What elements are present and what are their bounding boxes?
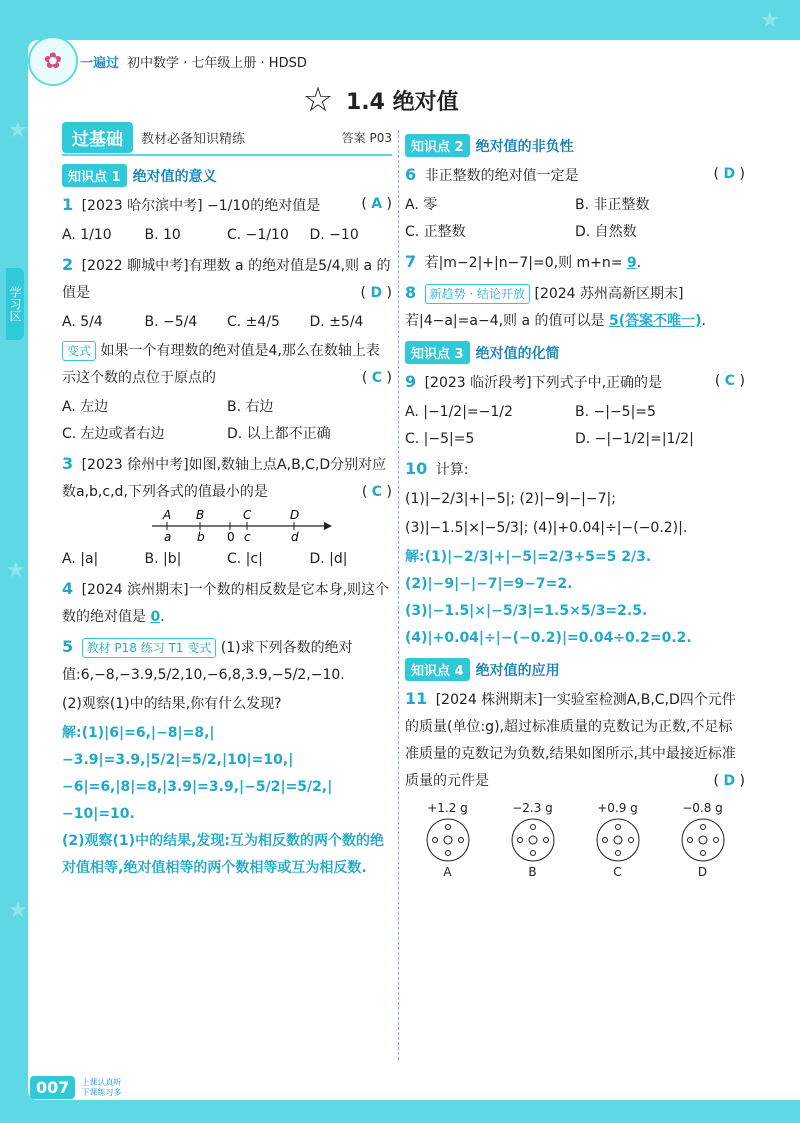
question-1: 1 [2023 哈尔滨中考] −1/10的绝对值是 ( A ) [62,195,392,214]
component-disc-icon [595,817,641,863]
star-decoration-icon: ★ [8,898,28,923]
kp-name: 绝对值的化简 [475,345,560,362]
trend-badge: 新趋势 · 结论开放 [425,284,530,304]
question-10 [405,455,745,484]
component [680,801,726,879]
option: D. |d| [309,551,348,567]
question-1-options [62,222,392,249]
option: B. 10 [144,227,181,243]
answer: C [724,373,736,389]
kp-tag: 知识点 1 [62,164,127,187]
banner-subtitle: 教材必备知识精练 [141,131,246,147]
solution-2: (2)观察(1)中的结果,发现:互为相反数的两个数的绝对值相等,绝对值相等的两个数相等或互为相反数. [62,833,384,876]
question-text: [2022 聊城中考]有理数 a 的绝对值是5/4,则 a 的值是 [62,258,391,301]
footer-slogan-2: 下课练习多 [81,1087,122,1097]
option: A. 左边 [62,399,109,415]
option: D. 以上都不正确 [227,426,331,442]
question-4: 4 [2024 滨州期末]一个数的相反数是它本身,则这个数的绝对值是 0. [62,579,390,625]
axis-value-label: d [291,530,299,542]
star-icon: ☆ [302,80,334,120]
option: C. |c| [227,551,263,567]
option: B. −5/4 [144,314,198,330]
component-disc-icon [425,817,471,863]
kp-name: 绝对值的应用 [475,662,560,679]
banner-answer-ref: 答案 P03 [341,130,392,145]
question-10-line-2: (3)|−1.5|×|−5/3|; (4)|+0.04|÷|−(−0.2)|. [405,520,688,536]
question-2-options [62,309,392,336]
option: B. 非正整数 [575,197,650,213]
question-text: 计算: [435,462,469,478]
question-2: 2 [2022 聊城中考]有理数 a 的绝对值是5/4,则 a 的值是 ( D ) [62,255,392,301]
knowledge-point-1 [62,164,392,187]
question-9-options [405,399,745,453]
question-3: 3 [2023 徐州中考]如图,数轴上点A,B,C,D分别对应数a,b,c,d,下列各式的值最小的是 ( C ) [62,454,392,500]
answer: C [371,484,383,500]
question-text: 如果一个有理数的绝对值是4,那么在数轴上表示这个数的点位于原点的 [62,343,380,386]
question-text: [2024 株洲期末]一实验室检测A,B,C,D四个元件的质量(单位:g),超过标准质量的克数记为正数,不足标准质量的克数记为负数,结果如图所示,其中最接近标准质量的元件是 [405,692,736,789]
option: A. 零 [405,197,438,213]
question-number: 5 [62,637,74,656]
section-title [300,82,459,118]
star-decoration-icon: ★ [6,558,26,583]
component [595,801,641,879]
solution-10-4: (4)|+0.04|÷|−(−0.2)|=0.04÷0.2=0.2. [405,630,692,646]
question-number: 6 [405,165,417,184]
axis-point-label: B [196,508,205,522]
question-text: 若|m−2|+|n−7|=0,则 m+n= [424,255,623,271]
question-number: 11 [405,689,428,708]
right-column [405,128,745,879]
question-number: 1 [62,195,74,214]
kp-name: 绝对值的非负性 [475,138,574,155]
knowledge-point-4 [405,658,745,681]
variant-question: 变式 如果一个有理数的绝对值是4,那么在数轴上表示这个数的点位于原点的 ( C ) [62,343,392,386]
option: B. 右边 [227,399,274,415]
question-6: 6 非正整数的绝对值一定是 ( D ) [405,165,745,184]
component [425,801,471,879]
footer-slogan [81,1078,121,1098]
page-number: 007 [30,1076,75,1099]
question-text: 非正整数的绝对值一定是 [424,168,579,184]
course-name: 初中数学 · 七年级上册 · HDSD [127,56,307,71]
question-number: 8 [405,283,417,302]
question-number: 2 [62,255,74,274]
question-9: 9 [2023 临沂段考]下列式子中,正确的是 ( C ) [405,372,745,391]
option: D. ±5/4 [309,314,364,330]
component-mass: +0.9 g [597,801,638,815]
answer: 9 [626,255,637,271]
option: C. 正整数 [405,224,466,240]
question-6-options [405,192,745,246]
answer: D [723,773,736,789]
component-mass: +1.2 g [427,801,468,815]
option: D. −|−1/2|=|1/2| [575,431,694,447]
option: D. 自然数 [575,224,637,240]
axis-point-label: A [163,508,172,522]
answer: 5(答案不唯一) [608,313,702,329]
mascot-logo-icon: ✿ [28,36,78,86]
solution-10-1: 解:(1)|−2/3|+|−5|=2/3+5=5 2/3. [405,549,652,565]
side-tab: 学习区 [6,268,24,340]
option: B. |b| [144,551,182,567]
solution-1: 解:(1)|6|=6,|−8|=8,|−3.9|=3.9,|5/2|=5/2,|10|=10,|−6|=6,|8|=8,|3.9|=3.9,|−5/2|=5/2,|−10|=10. [62,725,333,822]
answer: D [370,285,383,301]
axis-value-label: c [244,530,251,542]
answer: 0 [150,609,161,625]
axis-point-label: C [243,508,252,522]
component-label: D [697,865,708,879]
answer: D [723,166,736,182]
star-decoration-icon: ★ [8,118,28,143]
question-text: [2023 徐州中考]如图,数轴上点A,B,C,D分别对应数a,b,c,d,下列各式的值最小的是 [62,457,387,500]
component-label: B [528,865,537,879]
question-text: [2024 滨州期末]一个数的相反数是它本身,则这个数的绝对值是 [62,582,390,625]
star-decoration-icon: ★ [760,8,780,33]
component-mass: −0.8 g [682,801,723,815]
question-5 [62,633,392,689]
component-label: A [443,865,452,879]
variant-options [62,394,392,448]
option: C. −1/10 [227,227,289,243]
brand-name: 一遍过 [80,56,120,71]
number-line-diagram [62,508,392,542]
question-number: 3 [62,454,74,473]
option: A. 1/10 [62,227,112,243]
option: A. |−1/2|=−1/2 [405,404,513,420]
option: C. ±4/5 [227,314,280,330]
knowledge-point-2 [405,134,745,157]
solution-10-2: (2)|−9|−|−7|=9−7=2. [405,576,573,592]
footer-slogan-1: 上课认真听 [81,1077,122,1087]
solution-10-3: (3)|−1.5|×|−5/3|=1.5×5/3=2.5. [405,603,648,619]
section-banner [62,120,392,156]
option: C. 左边或者右边 [62,426,165,442]
section-title-text: 1.4 绝对值 [346,89,459,115]
axis-value-label: 0 [227,530,235,542]
question-number: 10 [405,459,428,478]
question-text: [2023 临沂段考]下列式子中,正确的是 [424,375,663,391]
component-disc-icon [680,817,726,863]
answer: C [371,370,383,386]
left-column [62,120,392,882]
question-text: [2023 哈尔滨中考] −1/10的绝对值是 [81,198,321,214]
axis-value-label: b [197,530,205,542]
option: C. |−5|=5 [405,431,475,447]
question-number: 7 [405,252,417,271]
kp-name: 绝对值的意义 [132,168,217,185]
axis-point-label: D [290,508,300,522]
question-3-options [62,546,392,573]
textbook-badge: 教材 P18 练习 T1 变式 [82,638,217,658]
option: B. −|−5|=5 [575,404,656,420]
component-mass: −2.3 g [512,801,553,815]
axis-value-label: a [164,530,172,542]
kp-tag: 知识点 2 [405,134,470,157]
banner-label: 过基础 [62,122,133,153]
component-label: C [613,865,622,879]
question-10-line-1: (1)|−2/3|+|−5|; (2)|−9|−|−7|; [405,491,616,507]
question-number: 9 [405,372,417,391]
question-text: [2024 苏州高新区期末]若|4−a|=a−4,则 a 的值可以是 [405,286,684,329]
question-5-part-2: (2)观察(1)中的结果,你有什么发现? [62,696,282,712]
components-figure [405,801,745,879]
option: A. |a| [62,551,99,567]
question-number: 4 [62,579,74,598]
question-11: 11 [2024 株洲期末]一实验室检测A,B,C,D四个元件的质量(单位:g),超过标准质量的克数记为正数,不足标准质量的克数记为负数,结果如图所示,其中最接近标准质量的元件是 ( D ) [405,689,745,789]
option: A. 5/4 [62,314,103,330]
component-disc-icon [510,817,556,863]
kp-tag: 知识点 4 [405,658,470,681]
question-8: 8 新趋势 · 结论开放 [2024 苏州高新区期末]若|4−a|=a−4,则 a 的值可以是 5(答案不唯一). [405,283,706,329]
knowledge-point-3 [405,341,745,364]
question-7: 7 若|m−2|+|n−7|=0,则 m+n= 9. [405,252,642,271]
column-divider [398,130,399,1060]
variant-badge: 变式 [62,341,96,361]
answer: A [371,196,383,212]
kp-tag: 知识点 3 [405,341,470,364]
footer [30,1076,121,1099]
question-text: (1)求下列各数的绝对值:6,−8,−3.9,5/2,10,−6,8,3.9,−5/2,−10. [62,640,353,683]
option: D. −10 [309,227,359,243]
component [510,801,556,879]
